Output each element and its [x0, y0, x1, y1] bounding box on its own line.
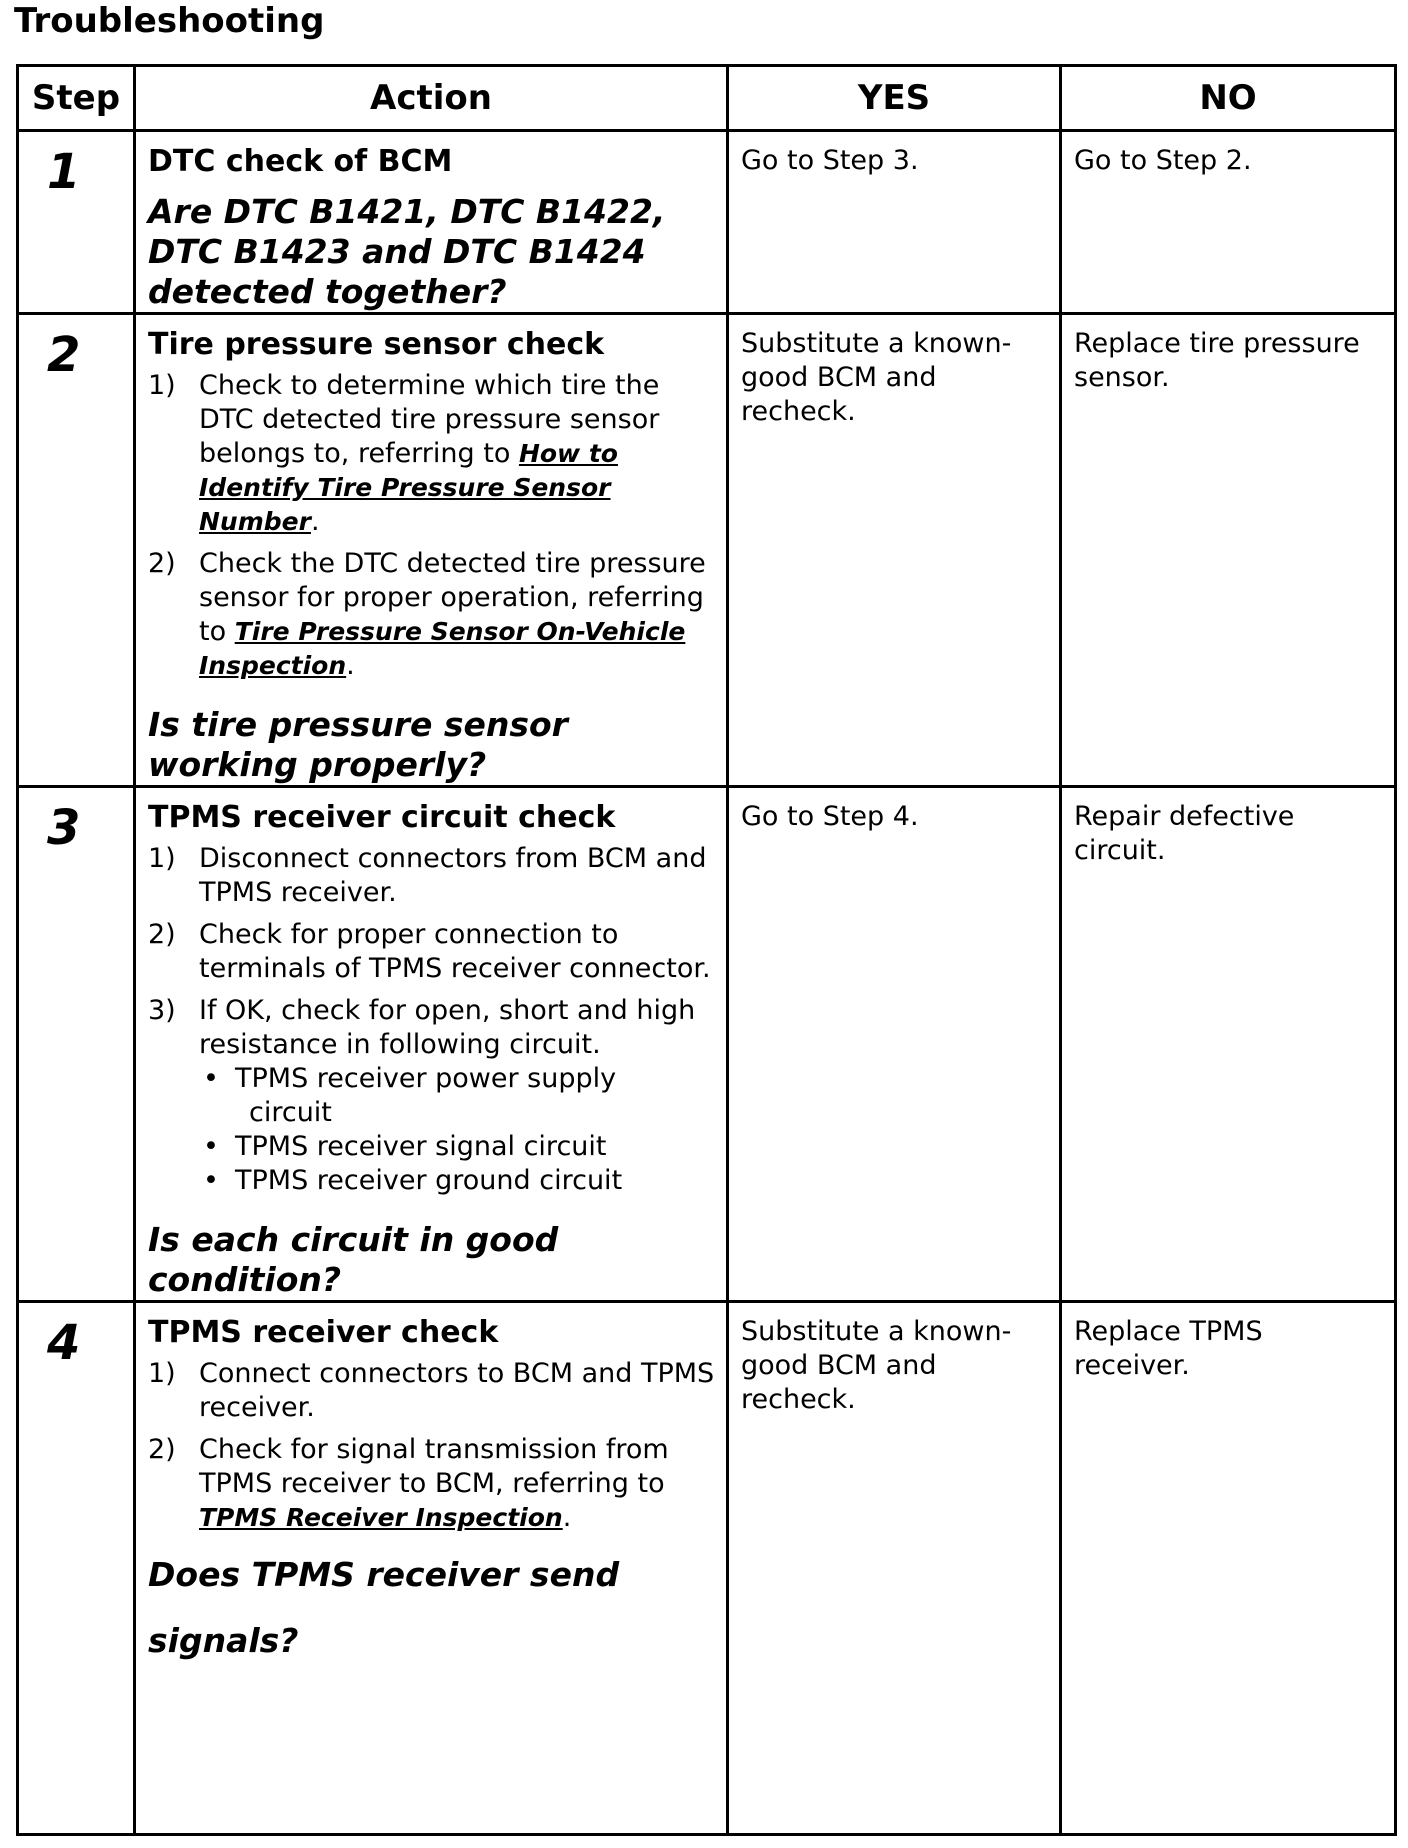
link-tire-pressure-sensor-inspection[interactable]: Tire Pressure Sensor On-Vehicle Inspection: [199, 617, 686, 680]
item-number: 3): [148, 995, 176, 1026]
yes-text: Substitute a known-good BCM and recheck.: [741, 328, 1012, 427]
action-heading: DTC check of BCM: [148, 144, 453, 179]
link-identify-tire-pressure-sensor-number[interactable]: How to Identify Tire Pressure Sensor Number: [199, 439, 618, 536]
item-text: If OK, check for open, short and high resistance in following circuit.: [199, 995, 696, 1060]
list-item: [148, 842, 716, 910]
list-item: [148, 994, 716, 1198]
no-text: Replace tire pressure sensor.: [1074, 328, 1360, 393]
action-cell: [135, 787, 728, 1302]
list-item: [148, 918, 716, 986]
item-punct: .: [562, 1502, 572, 1533]
no-cell: [1061, 787, 1396, 1302]
yes-text: Go to Step 4.: [741, 801, 919, 832]
step-number: 1: [18, 131, 135, 314]
action-heading: TPMS receiver check: [148, 1315, 499, 1350]
action-cell: [135, 1302, 728, 1835]
bullet-item: [199, 1062, 716, 1130]
item-number: 1): [148, 843, 176, 874]
action-cell: [135, 131, 728, 314]
table-row: [18, 131, 1396, 314]
page-title: Troubleshooting: [14, 1, 325, 41]
action-heading: TPMS receiver circuit check: [148, 800, 616, 835]
item-number: 2): [148, 919, 176, 950]
step-list: [148, 842, 716, 1198]
item-text: Disconnect connectors from BCM and TPMS receiver.: [199, 843, 707, 908]
no-text: Replace TPMS receiver.: [1074, 1316, 1263, 1381]
bullet-icon: •: [203, 1063, 219, 1094]
item-text: Check to determine which tire the DTC detected tire pressure sensor belongs to, referring to: [199, 370, 660, 469]
item-number: 1): [148, 370, 176, 401]
header-no: NO: [1061, 66, 1396, 131]
bullet-item: [199, 1130, 716, 1164]
yes-text: Go to Step 3.: [741, 145, 919, 176]
header-action: Action: [135, 66, 728, 131]
bullet-text-continued: circuit: [249, 1097, 332, 1128]
no-text: Go to Step 2.: [1074, 145, 1252, 176]
bullet-item: [199, 1164, 716, 1198]
list-item: [148, 1433, 716, 1535]
table-row: [18, 314, 1396, 787]
header-yes: YES: [728, 66, 1061, 131]
step-number: 2: [18, 314, 135, 787]
table-row: [18, 787, 1396, 1302]
step-list: [148, 369, 716, 683]
item-text: Check for signal transmission from TPMS receiver to BCM, referring to: [199, 1434, 669, 1499]
bullet-text: TPMS receiver ground circuit: [235, 1165, 623, 1196]
item-text: Check the DTC detected tire pressure sensor for proper operation, referring to: [199, 548, 706, 647]
troubleshooting-table: [16, 64, 1397, 1836]
list-item: [148, 369, 716, 539]
yes-text: Substitute a known-good BCM and recheck.: [741, 1316, 1012, 1415]
link-tpms-receiver-inspection[interactable]: TPMS Receiver Inspection: [199, 1503, 563, 1532]
bullet-icon: •: [203, 1165, 219, 1196]
bullet-text: TPMS receiver power supply: [235, 1063, 617, 1094]
item-number: 2): [148, 1434, 176, 1465]
item-punct: .: [310, 506, 320, 537]
action-question-continued: signals?: [148, 1621, 299, 1660]
no-text: Repair defective circuit.: [1074, 801, 1295, 866]
action-question: Is each circuit in good condition?: [148, 1220, 559, 1299]
bullet-text: TPMS receiver signal circuit: [235, 1131, 607, 1162]
action-heading: Tire pressure sensor check: [148, 327, 605, 362]
item-punct: .: [346, 650, 355, 681]
item-text: Connect connectors to BCM and TPMS receiver.: [199, 1358, 715, 1423]
action-question: Are DTC B1421, DTC B1422, DTC B1423 and DTC B1424 detected together?: [148, 192, 666, 311]
item-text: Check for proper connection to terminals of TPMS receiver connector.: [199, 919, 711, 984]
table-row: [18, 1302, 1396, 1835]
no-cell: [1061, 1302, 1396, 1835]
no-cell: [1061, 131, 1396, 314]
step-list: [148, 1357, 716, 1535]
header-step: Step: [18, 66, 135, 131]
yes-cell: [728, 131, 1061, 314]
yes-cell: [728, 1302, 1061, 1835]
yes-cell: [728, 314, 1061, 787]
yes-cell: [728, 787, 1061, 1302]
item-number: 1): [148, 1358, 176, 1389]
step-number: 3: [18, 787, 135, 1302]
header-row: [18, 66, 1396, 131]
list-item: [148, 547, 716, 683]
step-number: 4: [18, 1302, 135, 1835]
action-cell: [135, 314, 728, 787]
no-cell: [1061, 314, 1396, 787]
item-number: 2): [148, 548, 176, 579]
bullet-icon: •: [203, 1131, 219, 1162]
list-item: [148, 1357, 716, 1425]
action-question: Is tire pressure sensor working properly?: [148, 705, 568, 784]
bullet-list: [199, 1062, 716, 1198]
action-question: Does TPMS receiver send: [148, 1555, 620, 1594]
